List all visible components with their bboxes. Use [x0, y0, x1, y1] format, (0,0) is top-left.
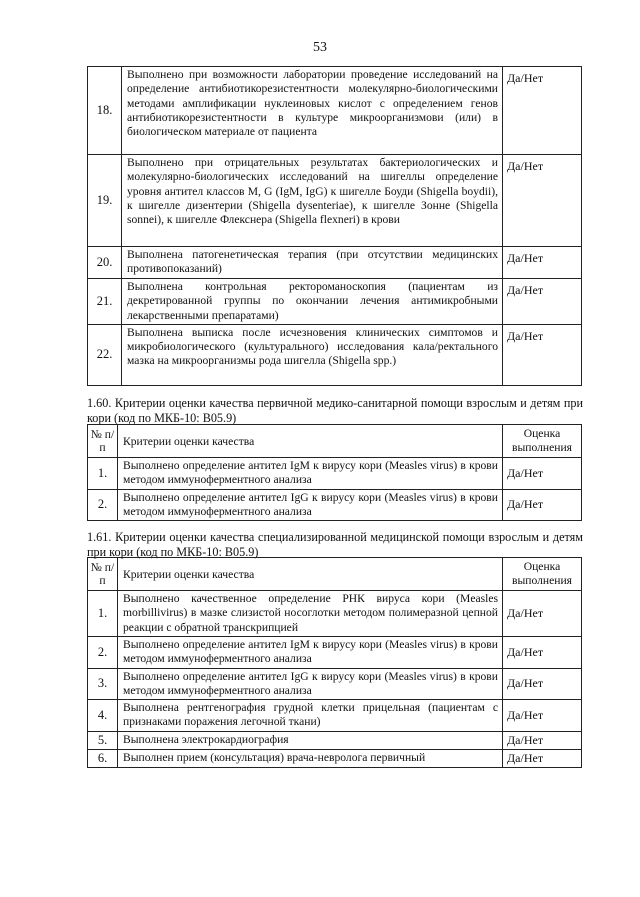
assessment-value: Да/Нет	[503, 155, 582, 247]
assessment-value: Да/Нет	[503, 749, 582, 767]
assessment-value: Да/Нет	[503, 637, 582, 669]
table-row	[88, 155, 582, 247]
criterion-text: Выполнено определение антител IgM к вирусу кори (Measles virus) в крови методом иммуноферментного анализа	[118, 637, 503, 669]
criterion-text: Выполнено при отрицательных результатах бактериологических и молекулярно-биологических исследований на шигеллы определение уровня антител классов M, G (IgM, IgG) к шигелле Боуди (Shigella boydii), к шигелле дизентерии (Shigella dysenteriae), к шигелле Зонне (Shigella sonnei), к шигелле Флекснера (Shigella flexneri) в крови	[122, 155, 503, 247]
table-row	[88, 700, 582, 732]
row-number: 2.	[88, 637, 118, 669]
row-number: 21.	[88, 279, 122, 325]
criterion-text: Выполнена выписка после исчезновения клинических симптомов и микробиологического (культурального) исследования кала/ректального мазка на микроорганизмы рода шигелла (Shigella spp.)	[122, 324, 503, 385]
criteria-table-continued	[87, 66, 582, 386]
assessment-value: Да/Нет	[503, 700, 582, 732]
row-number: 5.	[88, 731, 118, 749]
criteria-table-1-61	[87, 557, 582, 768]
criterion-text: Выполнено качественное определение РНК вируса кори (Measles morbillivirus) в мазке слизистой носоглотки методом полимеразной цепной реакции с обратной транскрипцией	[118, 591, 503, 637]
table-row	[88, 67, 582, 155]
assessment-value: Да/Нет	[503, 458, 582, 490]
assessment-value: Да/Нет	[503, 247, 582, 279]
assessment-value: Да/Нет	[503, 591, 582, 637]
section-title-1-61: 1.61. Критерии оценки качества специализированной медицинской помощи взрослым и детям при кори (код по МКБ-10: B05.9)	[87, 530, 583, 559]
assessment-value: Да/Нет	[503, 324, 582, 385]
column-header-number: № п/п	[88, 425, 118, 458]
table-row	[88, 637, 582, 669]
row-number: 1.	[88, 591, 118, 637]
row-number: 19.	[88, 155, 122, 247]
assessment-value: Да/Нет	[503, 668, 582, 700]
table-header-row	[88, 425, 582, 458]
criterion-text: Выполнена патогенетическая терапия (при отсутствии медицинских противопоказаний)	[122, 247, 503, 279]
page-number: 53	[313, 40, 327, 55]
row-number: 6.	[88, 749, 118, 767]
criterion-text: Выполнено определение антител IgG к вирусу кори (Measles virus) в крови методом иммуноферментного анализа	[118, 668, 503, 700]
criterion-text: Выполнена контрольная ректороманоскопия (пациентам из декретированной группы по окончании лечения антимикробными лекарственными препаратами)	[122, 279, 503, 325]
table-row	[88, 591, 582, 637]
row-number: 1.	[88, 458, 118, 490]
table-row	[88, 458, 582, 490]
row-number: 20.	[88, 247, 122, 279]
row-number: 4.	[88, 700, 118, 732]
column-header-assessment: Оценка выполнения	[503, 425, 582, 458]
column-header-criterion: Критерии оценки качества	[118, 558, 503, 591]
assessment-value: Да/Нет	[503, 489, 582, 521]
table-row	[88, 731, 582, 749]
criterion-text: Выполнена электрокардиография	[118, 731, 503, 749]
criterion-text: Выполнено определение антител IgG к вирусу кори (Measles virus) в крови методом иммуноферментного анализа	[118, 489, 503, 521]
column-header-number: № п/п	[88, 558, 118, 591]
table-row	[88, 749, 582, 767]
criterion-text: Выполнен прием (консультация) врача-невролога первичный	[118, 749, 503, 767]
table-row	[88, 668, 582, 700]
criterion-text: Выполнено при возможности лаборатории проведение исследований на определение антибиотикорезистентности молекулярно-биологическими методами амплификации нуклеиновых кислот с определением генов антибиотикорезистентности в культуре микроорганизмови (или) в биологическом материале от пациента	[122, 67, 503, 155]
column-header-criterion: Критерии оценки качества	[118, 425, 503, 458]
row-number: 18.	[88, 67, 122, 155]
criterion-text: Выполнено определение антител IgM к вирусу кори (Measles virus) в крови методом иммуноферментного анализа	[118, 458, 503, 490]
assessment-value: Да/Нет	[503, 67, 582, 155]
assessment-value: Да/Нет	[503, 731, 582, 749]
column-header-assessment: Оценка выполнения	[503, 558, 582, 591]
table-row	[88, 489, 582, 521]
table-row	[88, 247, 582, 279]
criteria-table-1-60	[87, 424, 582, 521]
table-row	[88, 324, 582, 385]
table-row	[88, 279, 582, 325]
row-number: 22.	[88, 324, 122, 385]
table-header-row	[88, 558, 582, 591]
row-number: 3.	[88, 668, 118, 700]
section-title-1-60: 1.60. Критерии оценки качества первичной медико-санитарной помощи взрослым и детям при кори (код по МКБ-10: B05.9)	[87, 396, 583, 425]
assessment-value: Да/Нет	[503, 279, 582, 325]
criterion-text: Выполнена рентгенография грудной клетки прицельная (пациентам с признаками поражения легочной ткани)	[118, 700, 503, 732]
row-number: 2.	[88, 489, 118, 521]
